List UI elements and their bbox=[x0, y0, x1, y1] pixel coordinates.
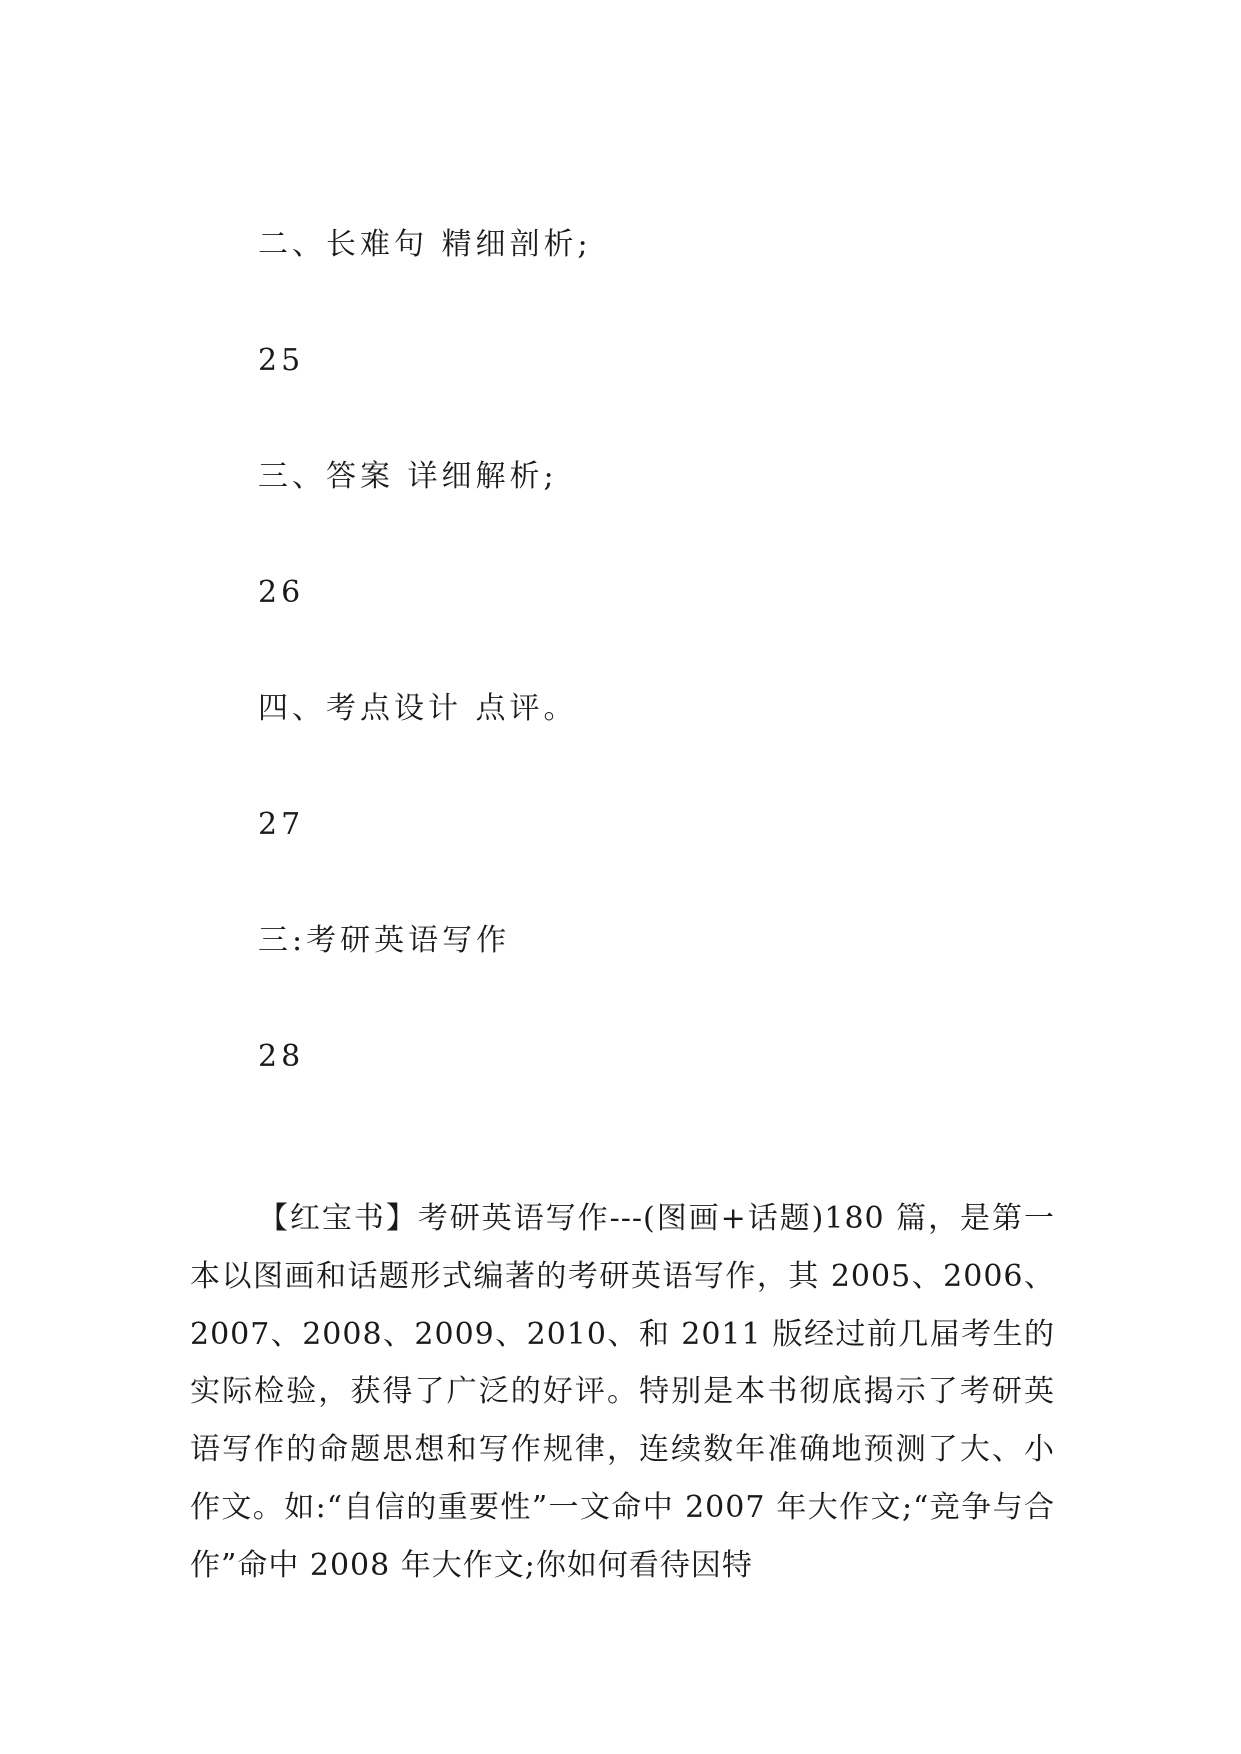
body-paragraph: 【红宝书】考研英语写作---(图画+话题)180 篇，是第一本以图画和话题形式编著的考研英语写作，其 2005、2006、2007、2008、2009、2010、和 2011 版经过前几届考生的实际检验，获得了广泛的好评。特别是本书彻底揭示了考研英语写作的命题思想和写作规律，连续数年准确地预测了大、小作文。如:“自信的重要性”一文命中 2007 年大作文;“竞争与合作”命中 2008 年大作文;你如何看待因特 bbox=[190, 1201, 1055, 1583]
outline-item-test-points: 四、考点设计 点评。 bbox=[258, 691, 578, 726]
page-number-26: 26 bbox=[258, 575, 305, 610]
outline-item-answers: 三、答案 详细解析; bbox=[258, 459, 558, 494]
outline-item-long-sentences: 二、长难句 精细剖析; bbox=[258, 227, 592, 262]
page-number-25: 25 bbox=[258, 343, 305, 378]
page-number-27: 27 bbox=[258, 807, 305, 842]
section-heading-writing: 三:考研英语写作 bbox=[258, 923, 511, 958]
page-number-28: 28 bbox=[258, 1039, 305, 1074]
